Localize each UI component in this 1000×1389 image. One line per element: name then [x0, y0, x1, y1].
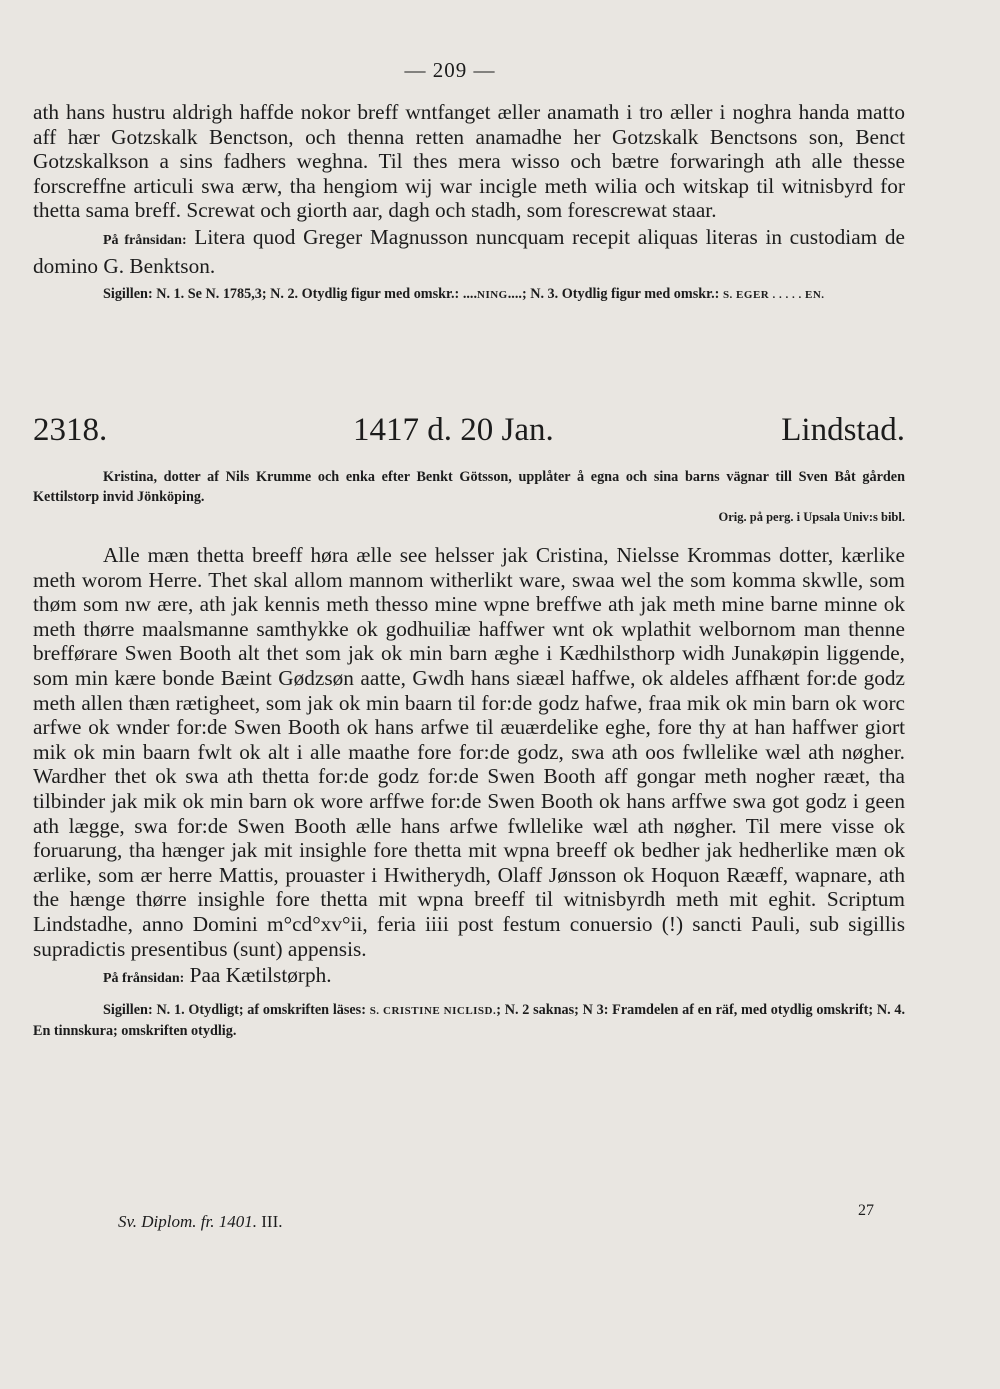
continuation-text: ath hans hustru aldrigh haffde nokor breff wntfanget æller anamath i tro æller i noghra handa matto aff hær Gotzskalk Benctson, och thenna retten anamadhe her Gotzskalk Benctsons son, Benct Gotzskalkson a sins fadhers weghna. Til thes mera wisso och bætre forwaringh ath alle thesse forscreffne articuli swa ærw, tha hengiom wij war incigle meth wilia och witskap til witnisbyrd for thetta sama breff. Screwat och giorth aar, dagh och stadh, som forescrewat staar. [33, 100, 905, 223]
continuation-seals-note [33, 284, 905, 305]
seals-inscription-2: S. EGER . . . . . EN. [722, 289, 825, 302]
entry-seals-text-2: ; N. 2 saknas; N 3: Framdelen af en räf, med otydlig omskrift; N. 4. En tinnskura; omskriften otydlig. [33, 1001, 906, 1039]
entry-seals-text-1: N. 1. Otydligt; af omskriften läses: [156, 1001, 366, 1018]
footer-signature [118, 1212, 282, 1232]
entry-seals-note [33, 1000, 905, 1041]
entry-body [33, 543, 905, 1041]
seals-text-1: N. 1. Se N. 1785,3; N. 2. Otydlig figur med omskr.: .... [156, 286, 478, 303]
entry-text: Alle mæn thetta breeff høra ælle see helsser jak Cristina, Nielsse Krommas dotter, kærlike meth worom Herre. Thet skal allom mannom witherlikt ware, swaa wel the som komma skwlle, som thøm som nw ære, ath jak kennis meth thesso mine wpne breffwe ath jak meth mine barne minne ok meth thørre maalsmanne samthykke ok godhuiliæ haffwer wnt ok wplathit welbornom man thenne brefførare Swen Booth alt thet som jak ok min barn æghe i Kædhilsthorp widh Junakøpin liggende, som min kære bonde Bæint Gødzsøn aatte, Gwdh hans siææl haffwe, ok aldeles affhænt for:de godz meth allen thæn rætigheet, som jak ok min baarn til for:de godz hafwe, fraa mik ok min barn ok worc arfwe ok wnder for:de Swen Booth ok hans arfwe til æuærdelike eghe, fore thy at han haffwer giort mik ok min baarn fwlt ok alt i alle maathe fore for:de godz, swa ath oos fwllelike wæl ath nøgher. Wardher thet ok swa ath thetta for:de godz for:de Swen Booth aff gongar meth nogher rææt, tha tilbinder jak mik ok min barn ok wore arffwe for:de Swen Booth ok hans arffwe swa got godz i geen ath lægge, swa for:de Swen Booth ælle hans arfwe fwllelike wæl ath nøgher. Til mere visse ok foruarung, tha hænger jak mit insighle fore thetta mit wpna breeff ok bedher jak hedherlike mæn ok ærlike, som ær herre Mattis, prouaster i Hwitherydh, Olaff Jønsson ok Hoquon Rææff, wapnare, ath the hænge thørre insighle fore thetta mit wpna breeff til witnisbyrdh meth mit eghit. Scriptum Lindstadhe, anno Domini m°cd°xv°ii, feria iiii post festum conuersio (!) sancti Pauli, sub sigillis supradictis presentibus (sunt) appensis. [33, 543, 905, 961]
reverse-label: På frånsidan: [103, 232, 187, 248]
footer-signature-title: Sv. Diplom. fr. 1401. [118, 1212, 257, 1231]
entry-place: Lindstad. [781, 412, 905, 448]
page-number: — 209 — [404, 58, 496, 82]
entry-reverse-note [33, 963, 905, 992]
entry-summary: Kristina, dotter af Nils Krumme och enka efter Benkt Götsson, upplåter å egna och sina barns vägnar till Sven Båt gården Kettilstorp invid Jönköping. [33, 469, 905, 505]
entry-origin: Orig. på perg. i Upsala Univ:s bibl. [718, 510, 905, 524]
entry-date: 1417 d. 20 Jan. [353, 412, 554, 448]
entry-reverse-text: Paa Kætilstørph. [189, 963, 332, 988]
entry-reverse-label: På frånsidan: [103, 971, 185, 987]
continuation-reverse-note [33, 225, 905, 278]
entry-number: 2318. [33, 412, 108, 448]
entry-seals-inscription: S. CRISTINE NICLISD. [369, 1004, 497, 1017]
seals-text-2: ....; N. 3. Otydlig figur med omskr.: [507, 286, 720, 303]
seals-label: Sigillen: [103, 286, 153, 303]
footer-signature-volume: III. [261, 1212, 283, 1231]
reverse-text: Litera quod Greger Magnusson nuncquam recepit aliquas literas in custodiam de domino G. Benktson. [33, 224, 905, 278]
entry-seals-label: Sigillen: [103, 1001, 153, 1018]
continuation-section [33, 100, 905, 305]
entry-summary-block [33, 467, 905, 507]
seals-inscription-1: NING [477, 289, 508, 302]
footer-sheet-number: 27 [858, 1202, 874, 1219]
